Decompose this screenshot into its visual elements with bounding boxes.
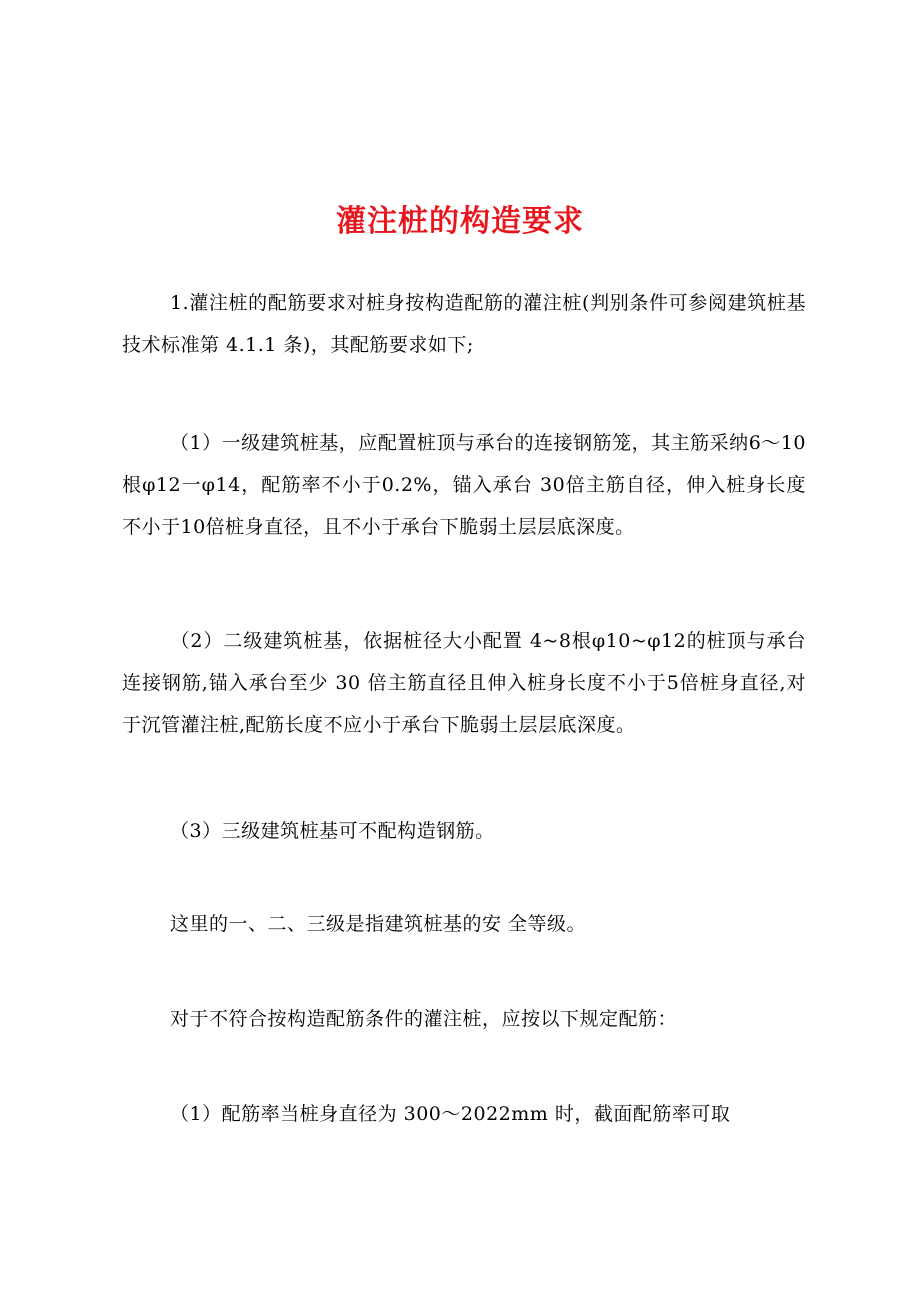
paragraph-text: （3）三级建筑桩基可不配构造钢筋。: [170, 820, 495, 842]
paragraph-text: （2）二级建筑桩基，依据桩径大小配置 4~8根φ10~φ12的桩顶与承台连接钢筋,锚入承台至少 30 倍主筋直径且伸入桩身长度不小于5倍桩身直径,对于沉管灌注桩,配筋长度不应小于承台下脆弱土层层底深度。: [122, 630, 806, 736]
paragraph-safety-grade: [122, 903, 806, 945]
paragraph-intro: [122, 282, 806, 366]
paragraph-level-3: [122, 810, 806, 852]
paragraph-text: （1）一级建筑桩基，应配置桩顶与承台的连接钢筋笼，其主筋采纳6～10根φ12一φ14，配筋率不小于0.2%，锚入承台 30倍主筋自径，伸入桩身长度不小于10倍桩身直径，且不小于承台下脆弱土层层底深度。: [122, 432, 806, 538]
page-title: 灌注桩的构造要求: [336, 204, 584, 239]
paragraph-text: 对于不符合按构造配筋条件的灌注桩，应按以下规定配筋：: [170, 1008, 678, 1030]
paragraph-text: 1.灌注桩的配筋要求对桩身按构造配筋的灌注桩(判别条件可参阅建筑桩基技术标准第 4.1.1 条)，其配筋要求如下;: [122, 292, 806, 356]
paragraph-text: 这里的一、二、三级是指建筑桩基的安 全等级。: [170, 913, 587, 935]
paragraph-reinforcement-ratio: [122, 1093, 806, 1135]
paragraph-level-2: [122, 620, 806, 746]
paragraph-text: （1）配筋率当桩身直径为 300～2022mm 时，截面配筋率可取: [170, 1103, 731, 1125]
paragraph-level-1: [122, 422, 806, 548]
paragraph-nonconforming: [122, 998, 806, 1040]
